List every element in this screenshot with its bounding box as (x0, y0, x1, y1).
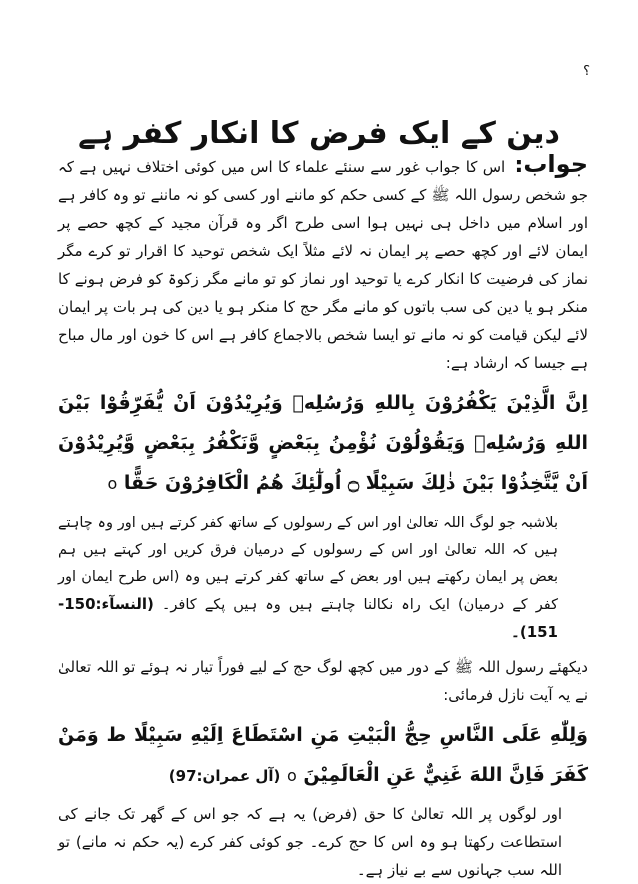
verse-1-translation (58, 510, 588, 647)
verse-2-translation (58, 800, 588, 884)
page-title: دین کے ایک فرض کا انکار کفر ہے (78, 116, 560, 152)
quran-verse-2-text: وَلِلّٰهِ عَلَى النَّاسِ حِجُّ الْبَيْتِ مَنِ اسْتَطَاعَ اِلَيْهِ سَبِيْلًا ط وَمَنْ كَفَرَ فَاِنَّ اللهَ غَنِيٌّ عَنِ الْعَالَمِيْنَ (58, 724, 588, 786)
document-body (58, 150, 588, 884)
verse-2-translation-text: اور لوگوں پر اللہ تعالیٰ کا حق (فرض) یہ ہے کہ جو اس کے گھر تک جانے کی استطاعت رکھتا ہو وہ اس کا حج کرے۔ جو کوئی کفر کرے (یہ حکم نہ مانے) تو اللہ سب جہانوں سے بے نیاز ہے۔ (58, 805, 562, 879)
context-text: دیکھئے رسول اللہ ﷺ کے دور میں کچھ لوگ حج کے لیے فوراً تیار نہ ہوئے تو اللہ تعالیٰ نے یہ آیت نازل فرمائی: (58, 658, 588, 704)
context-paragraph (58, 653, 588, 709)
answer-paragraph (58, 150, 588, 377)
answer-lead-word: جواب (523, 150, 588, 178)
answer-colon: : (514, 153, 524, 178)
verse-2-reference: (آل عمران:97) (168, 767, 281, 785)
verse-1-translation-text: بلاشبہ جو لوگ اللہ تعالیٰ اور اس کے رسولوں کے ساتھ کفر کرتے ہیں اور وہ چاہتے ہیں کہ اللہ تعالیٰ اور اس کے رسولوں کے درمیان فرق کریں اور کہتے ہیں ہم بعض پر ایمان رکھتے ہیں اور بعض کے ساتھ کفر کرتے ہیں وہ (اس طرح ایمان اور کفر کے درمیان) ایک راہ نکالنا چاہتے ہیں وہ ہیں پکے کافر۔ (58, 515, 558, 613)
verse-end-mark: o (107, 474, 118, 493)
quran-verse-1-text: اِنَّ الَّذِيْنَ يَكْفُرُوْنَ بِاللهِ وَرُسُلِهٖ وَيُرِيْدُوْنَ اَنْ يُّفَرِّقُوْا بَيْنَ اللهِ وَرُسُلِهٖ وَيَقُوْلُوْنَ نُؤْمِنُ بِبَعْضٍ وَّنَكْفُرُ بِبَعْضٍ وَّيُرِيْدُوْنَ اَنْ يَّتَّخِذُوْا بَيْنَ ذٰلِكَ سَبِيْلًا ۝ اُولٰٓئِكَ هُمُ الْكَافِرُوْنَ حَقًّا (58, 392, 588, 494)
verse-1-reference: (النسآء:150-151)۔ (58, 595, 558, 641)
page-marker: ؟ (583, 64, 590, 79)
answer-text: اس کا جواب غور سے سنئے علماء کا اس میں کوئی اختلاف نہیں ہے کہ جو شخص رسول اللہ ﷺ کے کسی حکم کو ماننے اور کسی کو نہ ماننے تو وہ کافر ہے اور اسلام میں داخل ہی نہیں ہوا اسی طرح اگر وہ قرآن مجید کے کچھ حصے پر ایمان لائے اور کچھ حصے پر ایمان نہ لائے مثلاً ایک شخص توحید کا اقرار تو کرے مگر نماز کی فرضیت کا انکار کرے یا توحید اور نماز کو تو مانے مگر زکوۃ کو فرض ہونے کا منکر ہو یا دین کی سب باتوں کو مانے مگر حج کا منکر ہو یا دین کی ہر بات پر ایمان لائے لیکن قیامت کو نہ مانے تو ایسا شخص بالاجماع کافر ہے اس کا خون اور مال مباح ہے جیسا کہ ارشاد ہے: (58, 158, 588, 372)
quran-verse-1 (58, 383, 588, 504)
verse-end-mark: o (286, 766, 297, 785)
quran-verse-2 (58, 715, 588, 796)
